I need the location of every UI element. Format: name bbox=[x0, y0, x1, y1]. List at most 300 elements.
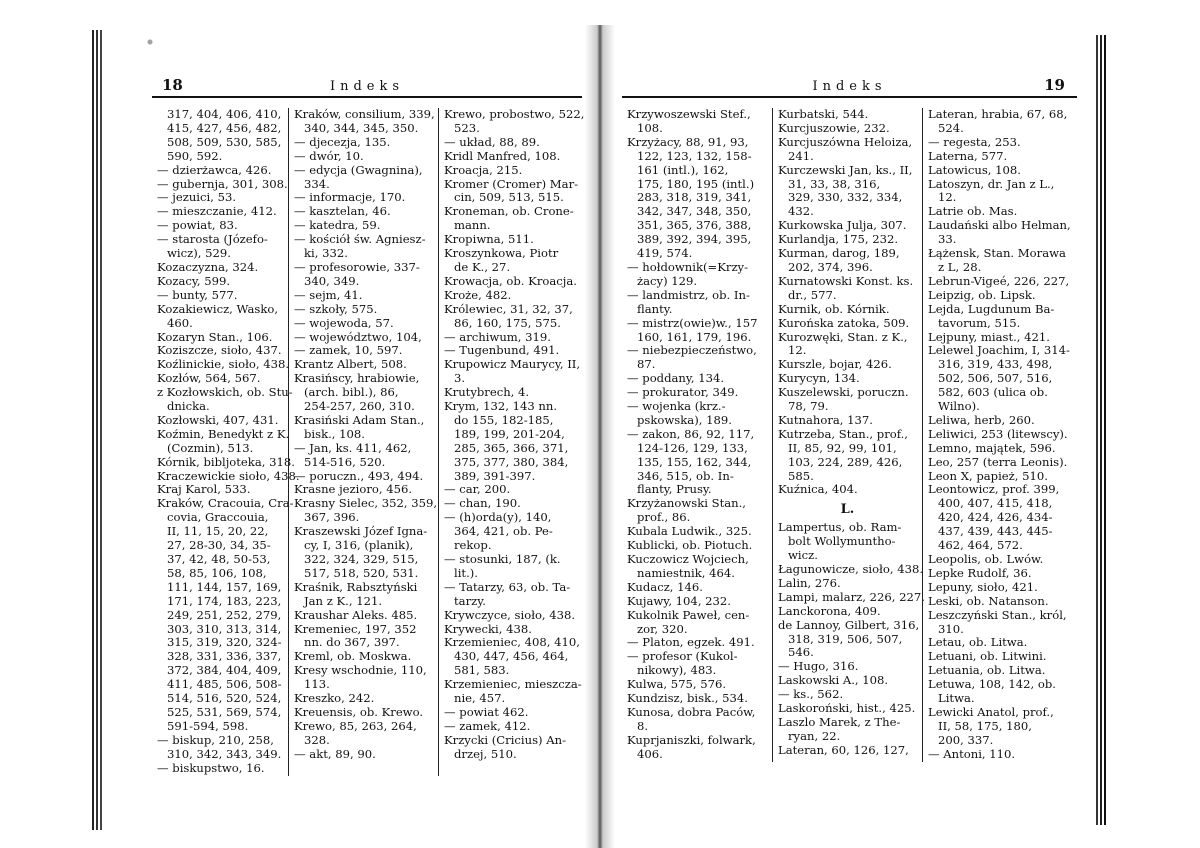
index-entry: 171, 174, 183, 223, bbox=[167, 593, 282, 608]
index-entry: Lejda, Lugdunum Ba- bbox=[928, 301, 1055, 316]
index-entry: Lelewel Joachim, I, 314- bbox=[928, 343, 1070, 358]
index-entry: — zakon, 86, 92, 117, bbox=[627, 426, 755, 441]
index-entry: — województwo, 104, bbox=[294, 329, 422, 344]
index-entry: Kunosa, dobra Paców, bbox=[627, 704, 756, 719]
index-entry: Leszczyński Stan., król, bbox=[928, 607, 1067, 622]
index-entry: Kuczowicz Wojciech, bbox=[627, 552, 749, 566]
index-entry: Lampertus, ob. Ram- bbox=[778, 520, 902, 535]
index-entry: Letuani, ob. Litwini. bbox=[928, 649, 1047, 664]
index-entry: 415, 427, 456, 482, bbox=[167, 120, 282, 135]
index-columns bbox=[622, 108, 1077, 762]
index-entry: — powiat 462. bbox=[444, 704, 529, 719]
index-entry: Lejpuny, miast., 421. bbox=[928, 329, 1050, 344]
index-entry: z L, 28. bbox=[938, 259, 982, 274]
index-entry: 316, 319, 433, 498, bbox=[938, 357, 1053, 372]
index-entry: Krzyżacy, 88, 91, 93, bbox=[627, 134, 749, 149]
index-entry: 460. bbox=[167, 315, 193, 330]
index-entry: Koziszcze, sioło, 437. bbox=[157, 343, 282, 358]
index-entry: — Antoni, 110. bbox=[928, 746, 1016, 761]
index-entry: tavorum, 515. bbox=[938, 315, 1021, 330]
index-entry: Kubala Ludwik., 325. bbox=[627, 524, 752, 539]
index-entry: Krzycki (Cricius) An- bbox=[444, 732, 567, 747]
index-entry: — kasztelan, 46. bbox=[294, 204, 391, 219]
index-entry: Krasny Sielec, 352, 359, bbox=[294, 496, 438, 511]
index-entry: — regesta, 253. bbox=[928, 134, 1021, 149]
index-entry: 103, 224, 289, 426, bbox=[788, 454, 903, 469]
index-entry: II, 58, 175, 180, bbox=[938, 718, 1032, 733]
index-entry: 437, 439, 443, 445- bbox=[938, 524, 1053, 539]
index-entry: — jezuici, 53. bbox=[157, 190, 237, 205]
index-entry: 364, 421, ob. Pe- bbox=[454, 524, 553, 539]
index-entry: 310. bbox=[938, 621, 964, 636]
index-entry: lit.). bbox=[454, 565, 478, 580]
index-entry: — profesor (Kukol- bbox=[627, 649, 738, 664]
index-entry: Kresy wschodnie, 110, bbox=[294, 663, 427, 678]
index-entry: Krym, 132, 143 nn. bbox=[444, 399, 558, 414]
index-entry: Kulwa, 575, 576. bbox=[627, 677, 727, 692]
index-entry: Kurcjuszowie, 232. bbox=[778, 120, 890, 135]
index-entry: Kozaryn Stan., 106. bbox=[157, 329, 273, 344]
index-entry: Kreszko, 242. bbox=[294, 691, 375, 706]
index-entry: 582, 603 (ulica ob. bbox=[938, 385, 1048, 400]
right-page-edge bbox=[1096, 35, 1106, 825]
index-entry: 525, 531, 569, 574, bbox=[167, 704, 282, 719]
index-entry: Leliwa, herb, 260. bbox=[928, 412, 1035, 427]
index-entry: — archiwum, 319. bbox=[444, 329, 551, 344]
index-entry: — mieszczanie, 412. bbox=[157, 204, 277, 219]
index-entry: bolt Wollymuntho- bbox=[788, 534, 896, 549]
index-entry: 420, 424, 426, 434- bbox=[938, 510, 1053, 525]
index-entry: 303, 310, 313, 314, bbox=[167, 621, 282, 636]
index-entry: 517, 518, 520, 531. bbox=[304, 565, 419, 580]
index-entry: Łagunowicze, sioło, 438. bbox=[778, 562, 924, 576]
index-entry: 411, 485, 506, 508- bbox=[167, 677, 282, 692]
index-entry: Kuszelewski, poruczn. bbox=[778, 385, 909, 400]
index-entry: Kremeniec, 197, 352 bbox=[294, 621, 417, 636]
index-entry: Lanckorona, 409. bbox=[778, 603, 881, 618]
index-entry: 430, 447, 456, 464, bbox=[454, 649, 569, 664]
index-entry: Kozłowski, 407, 431. bbox=[157, 412, 279, 427]
right-page-header bbox=[622, 70, 1077, 98]
index-entry: — Tugenbund, 491. bbox=[444, 343, 560, 358]
index-entry: — edycja (Gwagnina), bbox=[294, 162, 423, 177]
index-entry: Leontowicz, prof. 399, bbox=[928, 482, 1060, 497]
index-column bbox=[288, 108, 438, 776]
index-entry: Latoszyn, dr. Jan z L., bbox=[928, 176, 1055, 191]
index-entry: Kuprjaniszki, folwark, bbox=[627, 732, 756, 747]
index-entry: — landmistrz, ob. In- bbox=[627, 287, 750, 302]
index-entry: — stosunki, 187, (k. bbox=[444, 552, 561, 566]
index-entry: Lateran, hrabia, 67, 68, bbox=[928, 107, 1068, 121]
index-entry: 389, 392, 394, 395, bbox=[637, 232, 752, 247]
index-entry: nikowy), 483. bbox=[637, 663, 717, 678]
index-entry: 508, 509, 530, 585, bbox=[167, 134, 282, 149]
section-letter: L. bbox=[840, 502, 855, 518]
index-entry: Laskowski A., 108. bbox=[778, 673, 889, 688]
index-entry: 12. bbox=[938, 190, 957, 205]
index-entry: 241. bbox=[788, 148, 814, 163]
index-entry: 346, 515, ob. In- bbox=[637, 468, 734, 483]
index-entry: Kurszle, bojar, 426. bbox=[778, 357, 892, 372]
index-entry: — mistrz(owie)w., 157 bbox=[627, 315, 758, 330]
index-entry: — dzierżawca, 426. bbox=[157, 162, 272, 177]
index-entry: Leopolis, ob. Lwów. bbox=[928, 552, 1044, 566]
index-entry: covia, Graccouia, bbox=[167, 510, 269, 525]
left-page bbox=[152, 70, 585, 776]
index-entry: — Hugo, 316. bbox=[778, 659, 859, 674]
index-entry: Laudański albo Helman, bbox=[928, 218, 1071, 233]
index-entry: 328. bbox=[304, 732, 330, 747]
index-column bbox=[438, 107, 585, 776]
index-entry: Kraushar Aleks. 485. bbox=[294, 607, 418, 622]
index-entry: Krzywoszewski Stef., bbox=[627, 107, 751, 121]
index-entry: mann. bbox=[454, 218, 491, 233]
index-column bbox=[772, 107, 925, 762]
index-entry: 462, 464, 572. bbox=[938, 538, 1023, 553]
index-entry: Kurycyn, 134. bbox=[778, 371, 860, 386]
index-entry: Krewo, probostwo, 522, bbox=[444, 107, 585, 121]
index-entry: Koźmin, Benedykt z K. bbox=[157, 426, 290, 441]
index-entry: Krowacja, ob. Kroacja. bbox=[444, 273, 577, 288]
index-entry: — katedra, 59. bbox=[294, 218, 381, 233]
index-entry: 58, 85, 106, 108, bbox=[167, 565, 267, 580]
index-entry: Kurnatowski Konst. ks. bbox=[778, 273, 914, 288]
index-entry: 200, 337. bbox=[938, 732, 994, 747]
index-entry: Kutrzeba, Stan., prof., bbox=[778, 426, 908, 441]
index-entry: Kropiwna, 511. bbox=[444, 232, 534, 247]
index-entry: namiestnik, 464. bbox=[637, 565, 735, 580]
index-entry: — gubernja, 301, 308. bbox=[157, 176, 288, 191]
right-page bbox=[622, 70, 1077, 762]
index-entry: Lalin, 276. bbox=[778, 575, 841, 590]
index-entry: — Platon, egzek. 491. bbox=[627, 635, 755, 650]
index-entry: 375, 377, 380, 384, bbox=[454, 454, 569, 469]
index-entry: — informacje, 170. bbox=[294, 190, 406, 205]
index-entry: Kroszynkowa, Piotr bbox=[444, 246, 559, 261]
index-entry: Leipzig, ob. Lipsk. bbox=[928, 287, 1036, 302]
index-entry: Laszlo Marek, z The- bbox=[778, 714, 901, 729]
index-entry: Krutybrech, 4. bbox=[444, 385, 530, 400]
index-entry: Letau, ob. Litwa. bbox=[928, 635, 1028, 650]
index-entry: — niebezpieczeństwo, bbox=[627, 343, 757, 358]
index-entry: 37, 42, 48, 50-53, bbox=[167, 552, 271, 566]
index-entry: cin, 509, 513, 515. bbox=[454, 190, 564, 205]
index-entry: Kreml, ob. Moskwa. bbox=[294, 649, 412, 664]
left-page-edge bbox=[92, 30, 102, 830]
index-entry: Kraczewickie sioło, 438. bbox=[157, 468, 300, 483]
index-entry: 581, 583. bbox=[454, 663, 510, 678]
index-entry: Kozacy, 599. bbox=[157, 273, 231, 288]
index-entry: 328, 331, 336, 337, bbox=[167, 649, 282, 664]
index-entry: Lemno, majątek, 596. bbox=[928, 440, 1056, 455]
index-entry: 342, 347, 348, 350, bbox=[637, 204, 752, 219]
index-entry: Leo, 257 (terra Leonis). bbox=[928, 454, 1068, 469]
index-entry: Krantz Albert, 508. bbox=[294, 357, 407, 372]
index-entry: Kurnik, ob. Kórnik. bbox=[778, 301, 890, 316]
index-entry: Latrie ob. Mas. bbox=[928, 204, 1018, 219]
index-entry: Leliwici, 253 (litewscy). bbox=[928, 426, 1068, 441]
index-column bbox=[152, 107, 300, 776]
index-entry: 3. bbox=[454, 371, 466, 386]
index-entry: 310, 342, 343, 349. bbox=[167, 746, 282, 761]
index-entry: dr., 577. bbox=[788, 287, 837, 302]
index-entry: Krywecki, 438. bbox=[444, 621, 532, 636]
index-entry: de K., 27. bbox=[454, 259, 511, 274]
index-entry: — zamek, 412. bbox=[444, 718, 531, 733]
index-entry: z Kozłowskich, ob. Stu- bbox=[157, 385, 293, 400]
page-number: 19 bbox=[1044, 76, 1065, 94]
index-entry: Kurońska zatoka, 509. bbox=[778, 315, 910, 330]
index-entry: 334. bbox=[304, 176, 330, 191]
index-entry: Litwa. bbox=[938, 691, 975, 706]
index-entry: Kroacja, 215. bbox=[444, 162, 523, 177]
index-entry: — car, 200. bbox=[444, 482, 511, 497]
index-entry: Krasińscy, hrabiowie, bbox=[294, 371, 420, 386]
index-entry: — biskupstwo, 16. bbox=[157, 760, 265, 775]
index-columns bbox=[152, 107, 585, 776]
index-entry: — zamek, 10, 597. bbox=[294, 343, 403, 358]
index-entry: — djecezja, 135. bbox=[294, 134, 391, 149]
index-entry: 285, 365, 366, 371, bbox=[454, 440, 569, 455]
index-entry: Lampi, malarz, 226, 227. bbox=[778, 589, 925, 604]
index-entry: — akt, 89, 90. bbox=[294, 746, 376, 761]
index-entry: 502, 506, 507, 516, bbox=[938, 371, 1053, 386]
index-entry: Kozaczyzna, 324. bbox=[157, 259, 259, 274]
index-entry: Lewicki Anatol, prof., bbox=[928, 704, 1054, 719]
index-entry: 87. bbox=[637, 357, 656, 372]
index-entry: prof., 86. bbox=[637, 510, 691, 525]
index-entry: 400, 407, 415, 418, bbox=[938, 496, 1053, 511]
index-entry: 389, 391-397. bbox=[454, 468, 536, 483]
index-entry: Kraj Karol, 533. bbox=[157, 482, 251, 497]
index-entry: Lepuny, sioło, 421. bbox=[928, 579, 1038, 594]
index-entry: (arch. bibl.), 86, bbox=[304, 385, 399, 400]
index-entry: 254-257, 260, 310. bbox=[304, 399, 415, 414]
index-entry: — ks., 562. bbox=[778, 687, 844, 702]
index-entry: Kridl Manfred, 108. bbox=[444, 148, 561, 163]
index-entry: Leon X, papież, 510. bbox=[928, 468, 1048, 483]
index-entry: Krupowicz Maurycy, II, bbox=[444, 357, 581, 372]
index-entry: Kurozwęki, Stan. z K., bbox=[778, 329, 908, 344]
index-entry: Latowicus, 108. bbox=[928, 162, 1021, 177]
left-page-header bbox=[152, 70, 582, 98]
index-entry: Kraków, Cracouia, Cra- bbox=[157, 496, 294, 511]
index-entry: Laskoroński, hist., 425. bbox=[778, 701, 916, 716]
index-entry: wicz. bbox=[788, 548, 818, 563]
index-entry: Kublicki, ob. Piotuch. bbox=[627, 538, 753, 553]
index-entry: Kraszewski Józef Igna- bbox=[294, 524, 428, 539]
index-entry: Kurczewski Jan, ks., II, bbox=[778, 162, 913, 177]
index-entry: 432. bbox=[788, 204, 814, 219]
index-entry: 8. bbox=[637, 718, 649, 733]
index-entry: 189, 199, 201-204, bbox=[454, 426, 565, 441]
index-entry: 340, 349. bbox=[304, 273, 360, 288]
index-entry: — bunty, 577. bbox=[157, 287, 238, 302]
index-entry: — wojenka (krz.- bbox=[627, 399, 726, 414]
index-column bbox=[922, 108, 1077, 762]
page-title: Indeks bbox=[812, 79, 887, 94]
index-entry: (Cozmin), 513. bbox=[167, 440, 254, 455]
index-entry: Kurbatski, 544. bbox=[778, 107, 869, 121]
index-entry: — chan, 190. bbox=[444, 496, 521, 511]
index-entry: — Tatarzy, 63, ob. Ta- bbox=[444, 579, 571, 594]
index-entry: 524. bbox=[938, 120, 964, 135]
index-entry: 315, 319, 320, 324- bbox=[167, 635, 282, 650]
index-entry: 329, 330, 332, 334, bbox=[788, 190, 903, 205]
index-entry: 108. bbox=[637, 120, 663, 135]
index-entry: — układ, 88, 89. bbox=[444, 134, 540, 149]
index-entry: 111, 144, 157, 169, bbox=[167, 579, 282, 594]
index-entry: 585. bbox=[788, 468, 814, 483]
index-entry: 175, 180, 195 (intl.) bbox=[637, 176, 755, 191]
index-entry: 202, 374, 396. bbox=[788, 259, 873, 274]
index-entry: Lateran, 60, 126, 127, bbox=[778, 742, 909, 757]
index-entry: 12. bbox=[788, 343, 807, 358]
index-entry: Kraśnik, Rabsztyński bbox=[294, 579, 418, 594]
index-entry: 372, 384, 404, 409, bbox=[167, 663, 282, 678]
index-entry: 113. bbox=[304, 677, 330, 692]
index-entry: 33. bbox=[938, 232, 957, 247]
index-entry: Kreuensis, ob. Krewo. bbox=[294, 704, 424, 719]
index-entry: 367, 396. bbox=[304, 510, 360, 525]
index-entry: 419, 574. bbox=[637, 246, 693, 261]
index-entry: nn. do 367, 397. bbox=[304, 635, 400, 650]
index-entry: Kudacz, 146. bbox=[627, 579, 703, 594]
index-entry: — biskup, 210, 258, bbox=[157, 732, 274, 747]
page-number: 18 bbox=[162, 76, 183, 94]
index-entry: Laterna, 577. bbox=[928, 148, 1008, 163]
index-entry: 161 (intl.), 162, bbox=[637, 162, 729, 177]
index-entry: — poddany, 134. bbox=[627, 371, 725, 386]
index-entry: 514-516, 520. bbox=[304, 454, 386, 469]
index-entry: Jan z K., 121. bbox=[304, 593, 383, 608]
index-entry: Letuania, ob. Litwa. bbox=[928, 663, 1046, 678]
index-entry: Kurman, darog, 189, bbox=[778, 246, 900, 261]
index-entry: Krywczyce, sioło, 438. bbox=[444, 607, 576, 622]
index-entry: drzej, 510. bbox=[454, 746, 517, 761]
index-entry: — dwór, 10. bbox=[294, 148, 364, 163]
index-entry: ryan, 22. bbox=[788, 728, 841, 743]
index-entry: 406. bbox=[637, 746, 663, 761]
index-entry: 546. bbox=[788, 645, 814, 660]
index-entry: Kurlandja, 175, 232. bbox=[778, 232, 899, 247]
index-entry: — (h)orda(y), 140, bbox=[444, 510, 552, 525]
index-entry: — profesorowie, 337- bbox=[294, 259, 420, 274]
index-entry: Kuźnica, 404. bbox=[778, 482, 858, 497]
index-entry: 86, 160, 175, 575. bbox=[454, 315, 561, 330]
index-entry: II, 85, 92, 99, 101, bbox=[788, 440, 897, 455]
scan-smudge bbox=[130, 32, 170, 52]
index-entry: nie, 457. bbox=[454, 691, 506, 706]
index-entry: — Jan, ks. 411, 462, bbox=[294, 440, 412, 455]
index-entry: — szkoły, 575. bbox=[294, 301, 378, 316]
index-entry: do 155, 182-185, bbox=[454, 412, 554, 427]
index-entry: Królewiec, 31, 32, 37, bbox=[444, 301, 573, 316]
index-entry: Krzyżanowski Stan., bbox=[627, 496, 746, 511]
index-entry: tarzy. bbox=[454, 593, 486, 608]
index-entry: Łążensk, Stan. Morawa bbox=[928, 246, 1066, 261]
index-entry: bisk., 108. bbox=[304, 426, 365, 441]
index-entry: 590, 592. bbox=[167, 148, 223, 163]
index-entry: 249, 251, 252, 279, bbox=[167, 607, 282, 622]
index-entry: wicz), 529. bbox=[167, 246, 231, 261]
index-entry: 591-594, 598. bbox=[167, 718, 249, 733]
index-entry: — starosta (Józefo- bbox=[157, 232, 268, 247]
index-entry: Lebrun-Vigeé, 226, 227, bbox=[928, 273, 1070, 288]
index-entry: — poruczn., 493, 494. bbox=[294, 468, 424, 483]
index-entry: pskowska), 189. bbox=[637, 412, 732, 427]
index-entry: Krzemieniec, mieszcza- bbox=[444, 677, 582, 692]
index-entry: Kozakiewicz, Wasko, bbox=[157, 301, 279, 316]
index-entry: — powiat, 83. bbox=[157, 218, 238, 233]
index-entry: Krożе, 482. bbox=[444, 287, 512, 302]
index-entry: żacy) 129. bbox=[637, 273, 698, 288]
index-entry: 351, 365, 376, 388, bbox=[637, 218, 752, 233]
index-entry: rekop. bbox=[454, 538, 492, 553]
index-entry: 124-126, 129, 133, bbox=[637, 440, 748, 455]
index-entry: Krasne jezioro, 456. bbox=[294, 482, 413, 497]
index-entry: Kundzisz, bisk., 534. bbox=[627, 691, 748, 706]
index-entry: Kujawy, 104, 232. bbox=[627, 593, 731, 608]
index-entry: — kościół św. Agniesz- bbox=[294, 232, 426, 247]
index-entry: 514, 516, 520, 524, bbox=[167, 691, 282, 706]
index-entry: 283, 318, 319, 341, bbox=[637, 190, 752, 205]
index-entry: dnicka. bbox=[167, 399, 210, 414]
index-entry: Kukolnik Paweł, cen- bbox=[627, 607, 750, 622]
index-entry: Kromer (Cromer) Mar- bbox=[444, 176, 579, 191]
page-title: Indeks bbox=[329, 79, 405, 94]
index-entry: Lepke Rudolf, 36. bbox=[928, 565, 1032, 580]
index-entry: Kurkowska Julja, 307. bbox=[778, 218, 907, 233]
index-entry: ki, 332. bbox=[304, 246, 348, 261]
index-entry: 523. bbox=[454, 120, 480, 135]
index-entry: Kozłów, 564, 567. bbox=[157, 371, 261, 386]
index-entry: — sejm, 41. bbox=[294, 287, 363, 302]
index-entry: Letuwa, 108, 142, ob. bbox=[928, 677, 1056, 692]
index-entry: Kórnik, bibljoteka, 318. bbox=[157, 454, 295, 469]
index-entry: Koźlinickie, sioło, 438. bbox=[157, 357, 290, 372]
index-entry: Wilno). bbox=[938, 399, 980, 414]
index-entry: 27, 28-30, 34, 35- bbox=[167, 538, 271, 553]
index-entry: 340, 344, 345, 350. bbox=[304, 120, 419, 135]
index-entry: Kraków, consilium, 339, bbox=[294, 107, 435, 121]
index-entry: 78, 79. bbox=[788, 399, 829, 414]
index-entry: II, 11, 15, 20, 22, bbox=[167, 524, 269, 539]
index-entry: 322, 324, 329, 515, bbox=[304, 552, 419, 566]
index-entry: — wojewoda, 57. bbox=[294, 315, 394, 330]
index-entry: 160, 161, 179, 196. bbox=[637, 329, 752, 344]
index-entry: Leski, ob. Natanson. bbox=[928, 593, 1049, 608]
index-entry: Krasiński Adam Stan., bbox=[294, 412, 425, 427]
index-entry: 122, 123, 132, 158- bbox=[637, 148, 752, 163]
index-entry: Krzemieniec, 408, 410, bbox=[444, 635, 580, 650]
index-entry: 317, 404, 406, 410, bbox=[167, 107, 282, 121]
index-entry: 135, 155, 162, 344, bbox=[637, 454, 752, 469]
index-entry: 318, 319, 506, 507, bbox=[788, 631, 903, 646]
book-gutter bbox=[585, 25, 615, 848]
index-entry: — prokurator, 349. bbox=[627, 385, 739, 400]
index-entry: Kurcjuszówna Heloiza, bbox=[778, 134, 913, 149]
index-entry: Kroneman, ob. Crone- bbox=[444, 204, 574, 219]
index-entry: flanty. bbox=[637, 301, 673, 316]
index-entry: zor, 320. bbox=[637, 621, 688, 636]
index-entry: 31, 33, 38, 316, bbox=[788, 176, 881, 191]
index-entry: flanty, Prusy. bbox=[637, 482, 712, 497]
index-column bbox=[622, 108, 772, 762]
index-entry: de Lannoy, Gilbert, 316, bbox=[778, 617, 920, 632]
index-entry: — hołdownik(=Krzy- bbox=[627, 259, 749, 274]
index-entry: Kutnahora, 137. bbox=[778, 412, 873, 427]
